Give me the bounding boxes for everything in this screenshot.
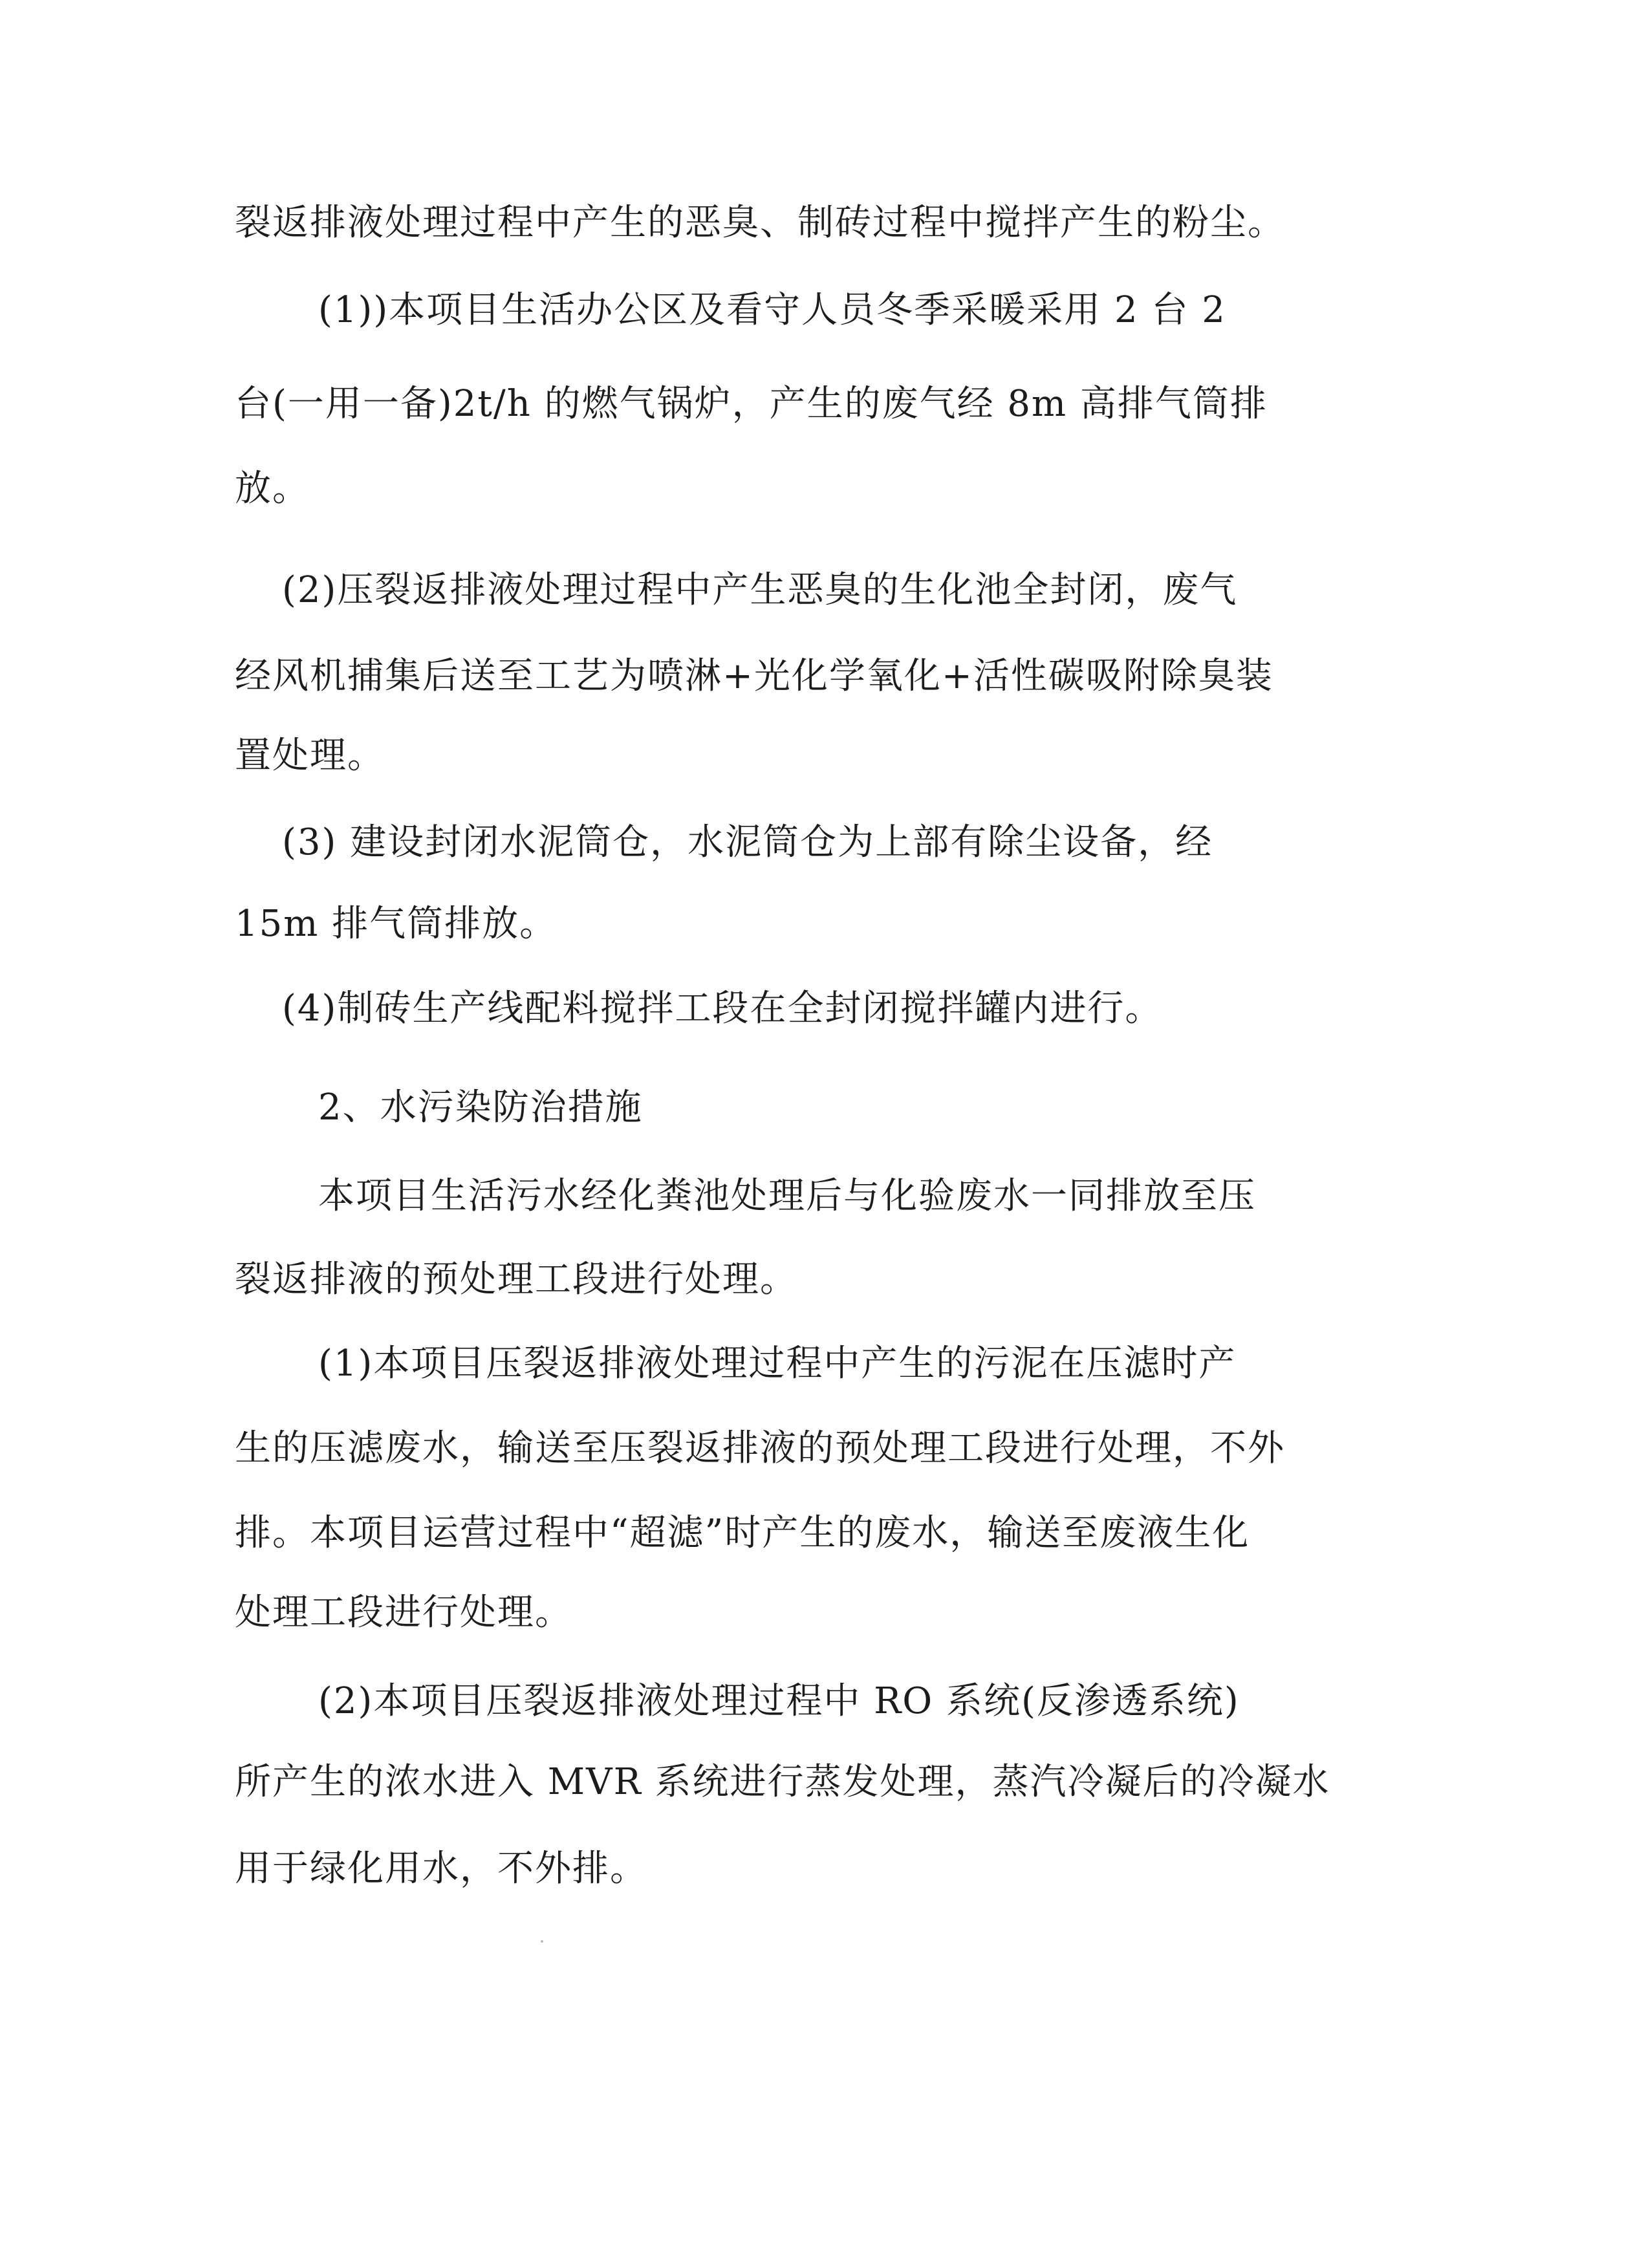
- text-line-8: (3) 建设封闭水泥筒仓，水泥筒仓为上部有除尘设备，经: [282, 821, 1213, 863]
- text-line-2: (1))本项目生活办公区及看守人员冬季采暖采用 2 台 2: [318, 289, 1226, 331]
- text-line-14: (1)本项目压裂返排液处理过程中产生的污泥在压滤时产: [318, 1343, 1237, 1385]
- text-line-13: 裂返排液的预处理工段进行处理。: [235, 1258, 797, 1301]
- text-line-12: 本项目生活污水经化粪池处理后与化验废水一同排放至压: [318, 1175, 1256, 1217]
- text-line-7: 置处理。: [235, 735, 385, 777]
- text-line-4: 放。: [235, 468, 310, 510]
- text-line-9: 15m 排气筒排放。: [235, 903, 558, 945]
- text-line-15: 生的压滤废水，输送至压裂返排液的预处理工段进行处理，不外: [235, 1427, 1285, 1469]
- text-line-20: 用于绿化用水，不外排。: [235, 1848, 647, 1890]
- text-line-16: 排。本项目运营过程中“超滤”时产生的废水，输送至废液生化: [235, 1512, 1250, 1554]
- text-line-1: 裂返排液处理过程中产生的恶臭、制砖过程中搅拌产生的粉尘。: [235, 202, 1285, 244]
- section-heading-water: 2、水污染防治措施: [318, 1086, 643, 1129]
- text-line-3: 台(一用一备)2t/h 的燃气锅炉，产生的废气经 8m 高排气筒排: [235, 383, 1268, 425]
- text-line-5: (2)压裂返排液处理过程中产生恶臭的生化池全封闭，废气: [282, 569, 1238, 611]
- text-line-18: (2)本项目压裂返排液处理过程中 RO 系统(反渗透系统): [318, 1680, 1240, 1722]
- text-line-17: 处理工段进行处理。: [235, 1592, 572, 1634]
- text-line-19: 所产生的浓水进入 MVR 系统进行蒸发处理，蒸汽冷凝后的冷凝水: [235, 1761, 1330, 1803]
- text-line-6: 经风机捕集后送至工艺为喷淋+光化学氧化+活性碳吸附除臭装: [235, 655, 1273, 697]
- scan-speck: [541, 1940, 543, 1943]
- text-line-10: (4)制砖生产线配料搅拌工段在全封闭搅拌罐内进行。: [282, 988, 1163, 1030]
